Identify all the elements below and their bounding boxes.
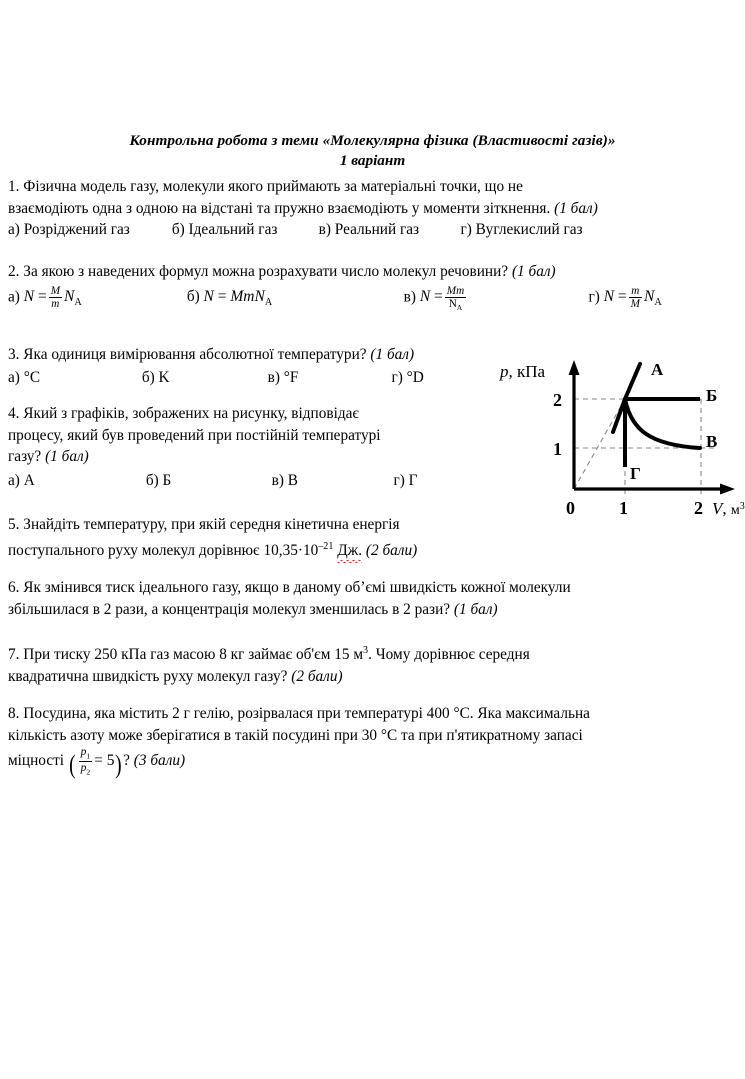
- option-b[interactable]: б) Ідеальний газ: [171, 221, 278, 238]
- option-a[interactable]: а) А: [8, 472, 35, 489]
- question-8-line-3: міцності ( $\frac{p_1}{p_2}$ = 5)? (3 бали): [8, 746, 186, 779]
- curve-label-b: Б: [706, 386, 718, 405]
- question-3: [8, 344, 528, 366]
- exponent: –21: [318, 540, 334, 552]
- xtick-0: 0: [566, 498, 575, 517]
- question-8: [8, 703, 737, 779]
- question-4-line-2: процесу, який був проведений при постійній температурі: [8, 426, 381, 444]
- option-v[interactable]: в) Реальний газ: [318, 221, 420, 238]
- question-7: [8, 640, 737, 687]
- question-5-line-1: 5. Знайдіть температуру, при якій середня кінетична енергія: [8, 516, 400, 533]
- question-3-points: (1 бал): [370, 346, 415, 363]
- question-1-options: [8, 219, 583, 240]
- option-a[interactable]: а) Розріджений газ: [8, 221, 130, 238]
- page-subtitle: 1 варіант: [339, 152, 406, 169]
- question-1: [8, 176, 737, 219]
- option-g[interactable]: г) Вуглекислий газ: [460, 221, 583, 238]
- y-axis: [569, 360, 580, 489]
- ytick-2: 2: [553, 390, 562, 410]
- formula-b: N = MmN$_A$: [203, 288, 273, 309]
- ytick-1: 1: [553, 439, 562, 459]
- question-6-points: (1 бал): [453, 600, 498, 618]
- option-b[interactable]: б) Б: [145, 472, 172, 489]
- title-block: [0, 131, 745, 171]
- question-4-line-3: газу? (1 бал): [8, 448, 89, 465]
- option-g[interactable]: г) Г: [393, 472, 418, 489]
- question-4-points: (1 бал): [45, 448, 89, 465]
- question-8-points: (3 бали): [133, 752, 186, 769]
- question-4-line-1: 4. Який з графіків, зображених на рисунку, відповідає: [8, 405, 359, 422]
- option-g[interactable]: г) °D: [391, 369, 424, 386]
- question-1-line-2: взаємодіють одна з одною на відстані та пружно взаємодіють у моменти зіткнення. (1 бал): [8, 199, 598, 217]
- option-v-formula[interactable]: в) N = $\frac{Mm}{N_A}$: [404, 285, 585, 312]
- question-6: [8, 577, 737, 620]
- x-axis: [574, 484, 735, 495]
- formula-pressure-ratio: ( $\frac{p_1}{p_2}$ = 5): [68, 746, 123, 779]
- page-title: Контрольна робота з теми «Молекулярна фізика (Властивості газів)»: [129, 132, 616, 149]
- curve-label-a: А: [651, 360, 664, 379]
- question-4: [8, 403, 486, 468]
- question-4-options: [8, 470, 418, 491]
- pv-diagram-figure: [497, 357, 745, 517]
- option-v[interactable]: в) °F: [267, 369, 299, 386]
- dashed-diagonal: [574, 399, 625, 489]
- question-7-line-1: 7. При тиску 250 кПа газ масою 8 кг займає об'єм 15 $м^3$. Чому дорівнює середня: [8, 645, 530, 664]
- question-8-qmark: ?: [123, 752, 130, 769]
- question-2: [8, 261, 737, 283]
- option-a[interactable]: а) °C: [8, 369, 41, 386]
- formula-v: N = $\frac{Mm}{N_A}$: [419, 285, 465, 313]
- option-b[interactable]: б) K: [141, 369, 170, 386]
- formula-a: N = $\frac{M}{m}$ $N_A$: [23, 285, 82, 311]
- question-7-line-2: квадратична швидкість руху молекул газу? (2 бали): [8, 667, 343, 685]
- question-2-points: (1 бал): [511, 263, 556, 280]
- question-8-line-2: кількість азоту може зберігатися в такій посудині при 30 °C та при п'ятикратному запасі: [8, 726, 583, 744]
- x-axis-label: V, $м^3$: [712, 499, 745, 517]
- question-1-line-1: 1. Фізична модель газу, молекули якого приймають за матеріальні точки, що не: [8, 178, 523, 195]
- question-7-points: (2 бали): [291, 667, 343, 685]
- question-2-text: 2. За якою з наведених формул можна розрахувати число молекул речовини?: [8, 263, 509, 280]
- y-axis-label: p, кПа: [500, 362, 546, 381]
- question-5: [8, 514, 508, 561]
- question-5-line-2: поступального руху молекул дорівнює $10,35\cdot 10^{-21}$ Дж. (2 бали): [8, 536, 508, 562]
- question-6-line-2: збільшилася в 2 рази, а концентрація молекул зменшилась в 2 рази? (1 бал): [8, 600, 498, 618]
- option-b-formula[interactable]: б) N = MmN$_A$: [186, 288, 273, 309]
- question-8-line-1: 8. Посудина, яка містить 2 г гелію, розірвалася при температурі 400 °C. Яка максимальна: [8, 705, 590, 722]
- exponent: 3: [363, 645, 369, 656]
- formula-g: N = $\frac{m}{M}$ $N_A$: [603, 285, 662, 311]
- question-3-text: 3. Яка одиниця вимірювання абсолютної температури?: [8, 346, 367, 363]
- question-6-line-1: 6. Як змінився тиск ідеального газу, якщо в даному об’ємі швидкість кожної молекули: [8, 579, 571, 596]
- misspelled-word: Дж.: [337, 540, 362, 562]
- question-2-options: [8, 285, 662, 313]
- curve-label-v: В: [706, 432, 718, 451]
- xtick-1: 1: [619, 498, 628, 517]
- xtick-2: 2: [694, 498, 703, 517]
- option-g-formula[interactable]: г) N = $\frac{m}{M}$ $N_A$: [588, 285, 662, 311]
- curve-v: [625, 399, 700, 448]
- curve-label-g: Г: [630, 464, 641, 483]
- question-1-points: (1 бал): [554, 199, 598, 217]
- question-3-options: [8, 367, 424, 388]
- option-a-formula[interactable]: а) N = $\frac{M}{m}$ $N_A$: [8, 285, 82, 311]
- option-v[interactable]: в) В: [271, 472, 299, 489]
- question-5-points: (2 бали): [365, 541, 418, 559]
